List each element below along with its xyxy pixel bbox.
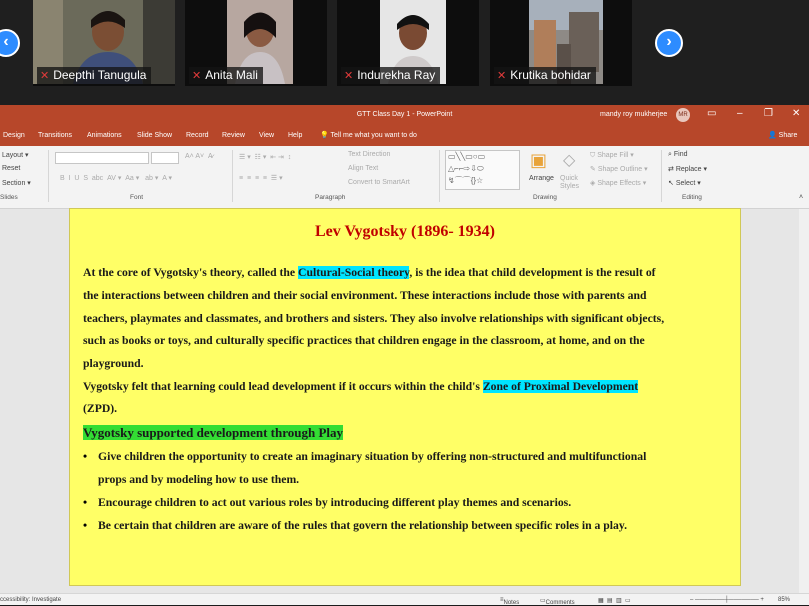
next-page-button[interactable]: › xyxy=(655,29,683,57)
highlighted-term: Cultural-Social theory xyxy=(298,266,410,279)
tab-transitions[interactable]: Transitions xyxy=(38,132,72,139)
font-group-label: Font xyxy=(130,194,144,201)
quick-styles-button[interactable]: Quick Styles xyxy=(560,175,580,190)
cursor-icon: ↖ xyxy=(668,180,674,187)
font-size-buttons[interactable]: A˄ A˅ A̷ xyxy=(185,153,213,160)
powerpoint-window xyxy=(0,105,809,605)
muted-mic-icon: ✕ xyxy=(497,70,507,82)
font-name-input[interactable] xyxy=(55,152,149,164)
previous-page-button[interactable]: ‹ xyxy=(0,29,20,57)
arrange-icon[interactable]: ▣ xyxy=(530,150,548,170)
search-icon: ⌕ xyxy=(668,151,672,158)
participant-name: ✕ Krutika bohidar xyxy=(494,67,596,84)
shape-outline-button[interactable]: ✎ Shape Outline ▾ xyxy=(590,166,648,173)
muted-mic-icon: ✕ xyxy=(40,70,50,82)
user-name: mandy roy mukherjee xyxy=(600,111,668,118)
zoom-level[interactable]: 85% xyxy=(778,597,791,603)
section-heading: Vygotsky supported development through Play xyxy=(83,425,344,440)
ribbon xyxy=(0,146,809,209)
tab-view[interactable]: View xyxy=(259,132,275,139)
layout-button[interactable]: Layout ▾ xyxy=(2,152,29,159)
minimize-icon[interactable]: – xyxy=(737,108,743,119)
avatar[interactable]: MR xyxy=(676,108,690,122)
tab-slide-show[interactable]: Slide Show xyxy=(137,132,173,139)
vertical-scrollbar[interactable] xyxy=(799,209,809,593)
editing-group-label: Editing xyxy=(682,194,702,201)
highlighted-term: Zone of Proximal Development xyxy=(482,380,639,393)
tab-animations[interactable]: Animations xyxy=(87,132,122,139)
tab-design[interactable]: Design xyxy=(3,132,25,139)
shape-effects-button[interactable]: ◈ Shape Effects ▾ xyxy=(590,180,647,187)
bullet-icon: • xyxy=(83,519,88,532)
find-button[interactable]: ⌕ Find xyxy=(668,151,688,158)
arrange-button[interactable]: Arrange xyxy=(529,175,554,182)
paint-bucket-icon: ⛉ xyxy=(590,152,596,159)
bullet-icon: • xyxy=(83,496,88,509)
body-line: teachers, playmates and classmates, and brothers and sisters. They also involve relationships with significant objects, xyxy=(83,312,665,325)
divider xyxy=(439,150,440,202)
slide-title: Lev Vygotsky (1896- 1934) xyxy=(314,223,495,240)
zoom-slider[interactable]: – ───────┼─────── + xyxy=(690,597,764,603)
participant-tile[interactable] xyxy=(33,0,175,86)
text-direction-button[interactable]: Text Direction xyxy=(348,151,391,158)
tell-me-box[interactable]: 💡 Tell me what you want to do xyxy=(320,132,417,139)
person-icon: 👤 xyxy=(768,132,777,139)
participant-tile[interactable] xyxy=(337,0,479,86)
body-line: (ZPD). xyxy=(83,402,118,415)
pen-icon: ✎ xyxy=(590,166,596,173)
ribbon-tabs xyxy=(0,125,809,146)
replace-icon: ⇄ xyxy=(668,166,674,173)
accessibility-status[interactable]: ccessibility: Investigate xyxy=(0,597,62,603)
align-text-button[interactable]: Align Text xyxy=(348,165,379,172)
shape-fill-button[interactable]: ⛉ Shape Fill ▾ xyxy=(590,152,634,159)
body-line: Vygotsky felt that learning could lead development if it occurs within the child's Zone of Proximal Development xyxy=(83,380,639,393)
participant-tile[interactable] xyxy=(185,0,327,86)
list-buttons[interactable]: ☰ ▾ ☷ ▾ ⇤ ⇥ ↕ xyxy=(239,154,292,161)
muted-mic-icon: ✕ xyxy=(192,70,202,82)
bullet-text: Encourage children to act out various roles by introducing different play themes and scenarios. xyxy=(98,496,572,509)
tab-review[interactable]: Review xyxy=(222,132,245,139)
body-line: At the core of Vygotsky's theory, called the Cultural-Social theory, is the idea that child development is the result of xyxy=(83,266,656,279)
participant-tile[interactable] xyxy=(490,0,632,86)
status-bar xyxy=(0,593,809,605)
participant-name: ✕ Anita Mali xyxy=(189,67,263,84)
muted-mic-icon: ✕ xyxy=(344,70,354,82)
bullet-text: Be certain that children are aware of the rules that govern the relationship between specific roles in a play. xyxy=(98,519,628,532)
divider xyxy=(661,150,662,202)
participant-name: ✕ Deepthi Tanugula xyxy=(37,67,151,84)
body-line: playground. xyxy=(83,357,144,370)
participant-name: ✕ Indurekha Ray xyxy=(341,67,440,84)
divider xyxy=(232,150,233,202)
effects-icon: ◈ xyxy=(590,180,596,187)
share-button[interactable]: 👤 Share xyxy=(768,132,798,139)
ribbon-display-icon[interactable]: ▭ xyxy=(707,108,717,119)
replace-button[interactable]: ⇄ Replace ▾ xyxy=(668,166,707,173)
bullet-icon: • xyxy=(83,450,88,463)
section-button[interactable]: Section ▾ xyxy=(2,180,31,187)
tab-record[interactable]: Record xyxy=(186,132,209,139)
body-line: the interactions between children and their social environment. These interactions include those with parents and xyxy=(83,289,647,302)
divider xyxy=(48,150,49,202)
body-line: such as books or toys, and culturally specific practices that children engage in the classroom, at home, and on the xyxy=(83,334,645,347)
restore-icon[interactable]: ❐ xyxy=(764,108,773,119)
collapse-ribbon-icon[interactable]: ˄ xyxy=(799,194,804,201)
view-buttons[interactable]: ▦ ▤ ▥ ▭ xyxy=(598,598,631,604)
document-title: GTT Class Day 1 - PowerPoint xyxy=(356,111,453,118)
drawing-group-label: Drawing xyxy=(533,194,557,201)
notes-button[interactable]: ≡ Notes xyxy=(500,597,520,606)
close-icon[interactable]: ✕ xyxy=(792,108,801,119)
bullet-text: props and by modeling how to use them. xyxy=(98,473,300,486)
title-bar xyxy=(0,105,809,125)
video-participant-strip xyxy=(0,0,809,105)
comments-button[interactable]: ▭ Comments xyxy=(540,598,575,606)
font-size-input[interactable] xyxy=(151,152,179,164)
lightbulb-icon: 💡 xyxy=(320,132,329,139)
font-format-buttons[interactable]: B I U S abc AV ▾ Aa ▾ ab ▾ A ▾ xyxy=(60,175,172,182)
quick-styles-icon[interactable]: ◇ xyxy=(563,152,576,169)
slides-group-label: Slides xyxy=(0,194,18,201)
tab-help[interactable]: Help xyxy=(288,132,303,139)
slide-canvas[interactable] xyxy=(69,208,741,586)
reset-button[interactable]: Reset xyxy=(2,165,21,172)
bullet-text: Give children the opportunity to create an imaginary situation by offering non-structured and multifunctional xyxy=(98,450,647,463)
select-button[interactable]: ↖ Select ▾ xyxy=(668,180,701,187)
shapes-gallery[interactable]: ▭╲╲▭○▭ △⌐⌐⇨⇩⬭ ↯⌒⌒{}☆ xyxy=(445,150,520,190)
paragraph-group-label: Paragraph xyxy=(315,194,346,201)
alignment-buttons[interactable]: ≡ ≡ ≡ ≡ ☰ ▾ xyxy=(239,175,283,182)
convert-to-smartart-button[interactable]: Convert to SmartArt xyxy=(348,179,410,186)
